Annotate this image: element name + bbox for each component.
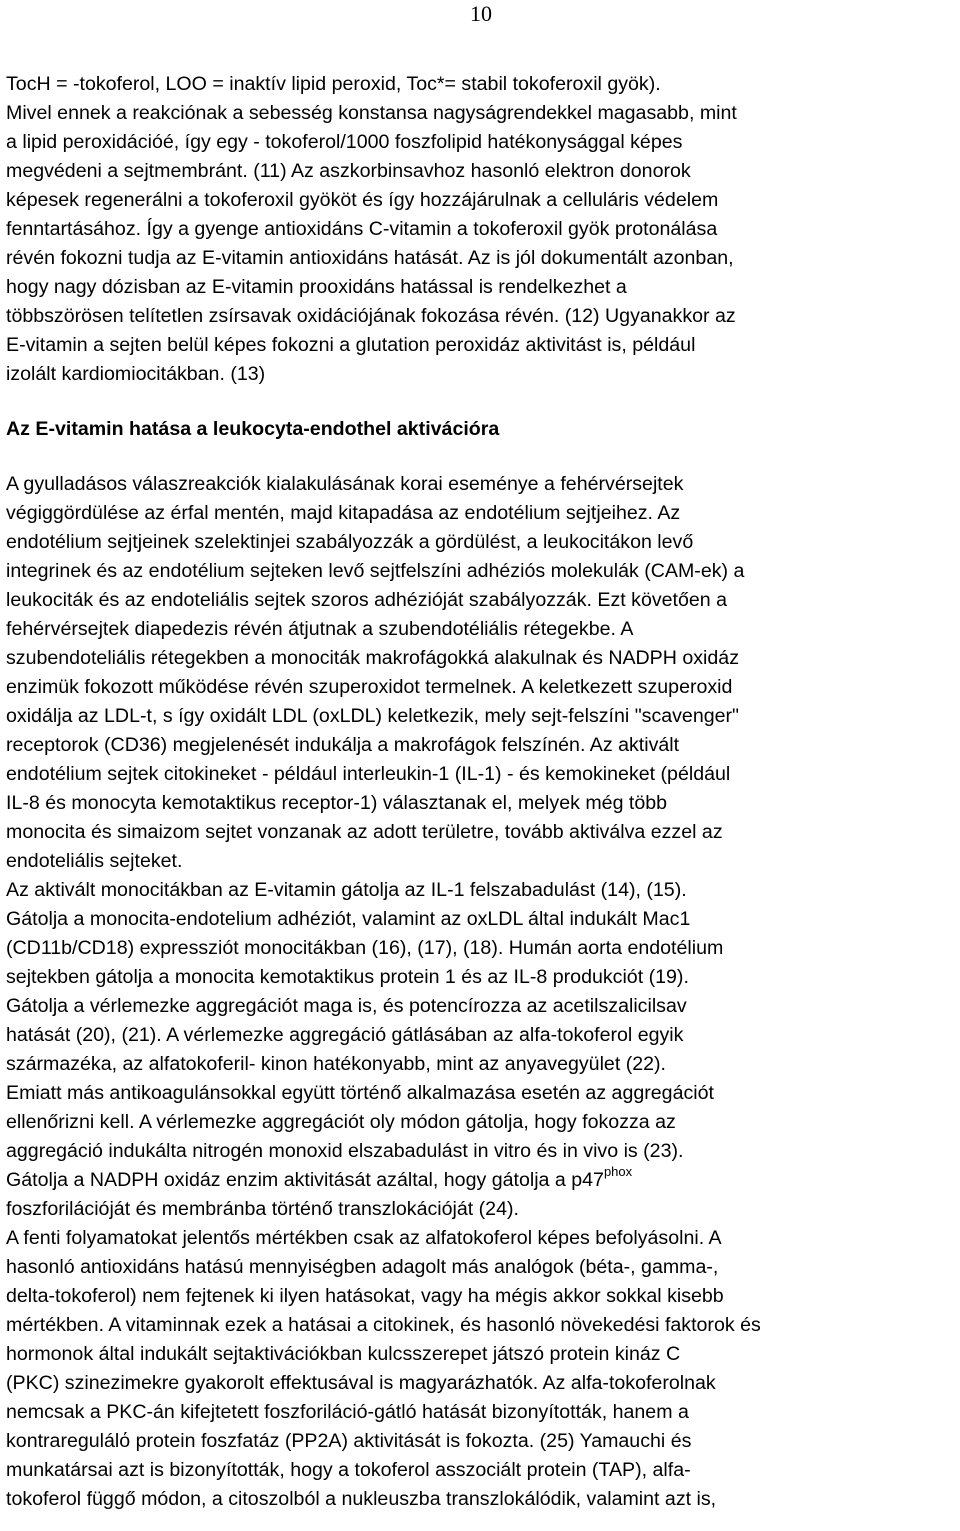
- text-line: fenntartásához. Így a gyenge antioxidáns C-vitamin a tokoferoxil gyök protonálása: [6, 218, 718, 240]
- text-line: TocH = -tokoferol, LOO = inaktív lipid peroxid, Toc*= stabil tokoferoxil gyök).: [6, 73, 661, 95]
- text-line: integrinek és az endotélium sejteken levő sejtfelszíni adhéziós molekulák (CAM-ek) a: [6, 560, 745, 582]
- text-line: többszörösen telítetlen zsírsavak oxidációjának fokozása révén. (12) Ugyanakkor az: [6, 305, 736, 327]
- text-line: megvédeni a sejtmembránt. (11) Az aszkorbinsavhoz hasonló elektron donorok: [6, 160, 691, 182]
- text-line: IL-8 és monocyta kemotaktikus receptor-1) választanak el, melyek még több: [6, 792, 668, 814]
- text-line: Gátolja a vérlemezke aggregációt maga is, és potencírozza az acetilszalicilsav: [6, 995, 687, 1017]
- text-line: végiggördülése az érfal mentén, majd kitapadása az endotélium sejtjeihez. Az: [6, 502, 681, 524]
- text-line: endotélium sejtjeinek szelektinjei szabályozzák a gördülést, a leukocitákon levő: [6, 531, 694, 553]
- text-line: E-vitamin a sejten belül képes fokozni a glutation peroxidáz aktivitást is, például: [6, 334, 696, 356]
- document-body: [6, 70, 958, 1514]
- p47-text: Gátolja a NADPH oxidáz enzim aktivitását azáltal, hogy gátolja a p47: [6, 1169, 604, 1191]
- text-line: A fenti folyamatokat jelentős mértékben csak az alfatokoferol képes befolyásolni. A: [6, 1227, 722, 1249]
- text-line-p47: [6, 1166, 958, 1195]
- text-line: nemcsak a PKC-án kifejtetett foszforiláció-gátló hatását bizonyították, hanem a: [6, 1401, 689, 1423]
- text-line: sejtekben gátolja a monocita kemotaktikus protein 1 és az IL-8 produkciót (19).: [6, 966, 689, 988]
- text-line: A gyulladásos válaszreakciók kialakulásának korai eseménye a fehérvérsejtek: [6, 473, 684, 495]
- text-line: enzimük fokozott működése révén szuperoxidot termelnek. A keletkezett szuperoxid: [6, 676, 733, 698]
- text-line: (PKC) szinezimekre gyakorolt effektusával is magyarázhatók. Az alfa-tokoferolnak: [6, 1372, 716, 1394]
- text-line: endotélium sejtek citokineket - például interleukin-1 (IL-1) - és kemokineket (például: [6, 763, 731, 785]
- text-line: foszforilációját és membránba történő transzlokációját (24).: [6, 1198, 519, 1220]
- text-line: aggregáció indukálta nitrogén monoxid elszabadulást in vitro és in vivo is (23).: [6, 1140, 684, 1162]
- text-line: endoteliális sejteket.: [6, 850, 183, 872]
- text-line: (CD11b/CD18) expressziót monocitákban (16), (17), (18). Humán aorta endotélium: [6, 937, 724, 959]
- phox-superscript: phox: [603, 1164, 633, 1180]
- text-line: delta-tokoferol) nem fejtenek ki ilyen hatásokat, vagy ha mégis akkor sokkal kisebb: [6, 1285, 724, 1307]
- text-line: révén fokozni tudja az E-vitamin antioxidáns hatását. Az is jól dokumentált azonban,: [6, 247, 734, 269]
- text-line: ellenőrizni kell. A vérlemezke aggregációt oly módon gátolja, hogy fokozza az: [6, 1111, 676, 1133]
- text-line: képesek regenerálni a tokoferoxil gyököt és így hozzájárulnak a celluláris védelem: [6, 189, 719, 211]
- text-line: a lipid peroxidációé, így egy - tokoferol/1000 foszfolipid hatékonysággal képes: [6, 131, 683, 153]
- text-line: szubendoteliális rétegekben a monociták makrofágokká alakulnak és NADPH oxidáz: [6, 647, 739, 669]
- text-line: hatását (20), (21). A vérlemezke aggregáció gátlásában az alfa-tokoferol egyik: [6, 1024, 684, 1046]
- text-line: hogy nagy dózisban az E-vitamin prooxidáns hatással is rendelkezhet a: [6, 276, 627, 298]
- text-line: mértékben. A vitaminnak ezek a hatásai a citokinek, és hasonló növekedési faktorok és: [6, 1314, 761, 1336]
- text-line: Emiatt más antikoagulánsokkal együtt történő alkalmazása esetén az aggregációt: [6, 1082, 714, 1104]
- text-line: Az aktivált monocitákban az E-vitamin gátolja az IL-1 felszabadulást (14), (15).: [6, 879, 687, 901]
- text-line: receptorok (CD36) megjelenését indukálja a makrofágok felszínén. Az aktivált: [6, 734, 680, 756]
- intro-paragraph: [6, 70, 958, 389]
- text-line: hormonok által indukált sejtaktivációkban kulcsszerepet játszó protein kináz C: [6, 1343, 681, 1365]
- text-line: hasonló antioxidáns hatású mennyiségben adagolt más analógok (béta-, gamma-,: [6, 1256, 719, 1278]
- section-heading: Az E-vitamin hatása a leukocyta-endothel aktivációra: [6, 418, 500, 440]
- page-number: 10: [470, 1, 492, 26]
- text-line: kontraregulálό protein foszfatáz (PP2A) aktivitását is fokozta. (25) Yamauchi és: [6, 1430, 692, 1452]
- text-line: Mivel ennek a reakciónak a sebesség konstansa nagyságrendekkel magasabb, mint: [6, 102, 737, 124]
- text-line: izolált kardiomiocitákban. (13): [6, 363, 266, 385]
- text-line: monocita és simaizom sejtet vonzanak az adott területre, tovább aktiválva ezzel az: [6, 821, 723, 843]
- text-line: tokoferol függő módon, a citoszolból a nukleuszba transzlokálódik, valamint azt is,: [6, 1488, 717, 1510]
- text-line: fehérvérsejtek diapedezis révén átjutnak a szubendotéliális rétegekbe. A: [6, 618, 634, 640]
- section-body: [6, 470, 958, 1514]
- text-line: munkatársai azt is bizonyították, hogy a tokoferol asszociált protein (TAP), alfa-: [6, 1459, 691, 1481]
- text-line: Gátolja a monocita-endotelium adhéziót, valamint az oxLDL által indukált Mac1: [6, 908, 691, 930]
- text-line: oxidálja az LDL-t, s így oxidált LDL (oxLDL) keletkezik, mely sejt-felszíni "scavenger": [6, 705, 740, 727]
- text-line: leukociták és az endoteliális sejtek szoros adhézióját szabályozzák. Ezt követően a: [6, 589, 728, 611]
- text-line: származéka, az alfatokoferil- kinon hatékonyabb, mint az anyavegyület (22).: [6, 1053, 666, 1075]
